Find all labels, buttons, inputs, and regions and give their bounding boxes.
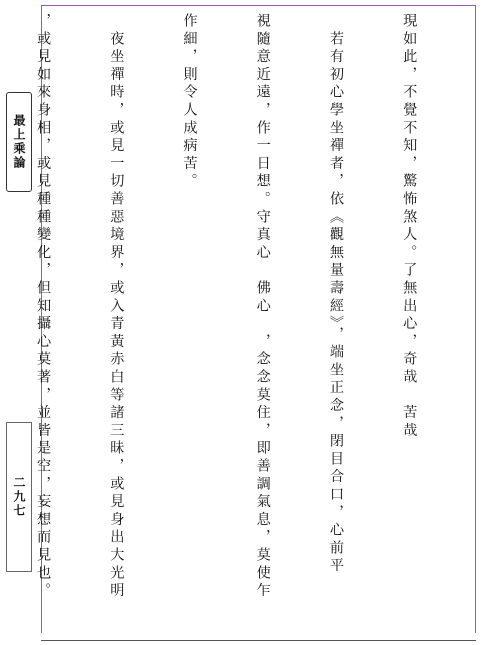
- side-title: 最上乘論: [12, 114, 26, 170]
- text-column: 現如此，不覺不知，驚怖煞人。了無出心，奇哉 苦哉: [401, 13, 418, 441]
- text-column: 視隨意近遠，作一日想。守真心 佛心 ，念念莫住，即善調氣息，莫使乍: [254, 13, 271, 601]
- text-column: ，或見如來身相，或見種種變化，但知攝心莫著，並皆是空，妄想而見也。: [35, 13, 52, 601]
- text-column: 夜坐禪時，或見一切善惡境界，或入青黃赤白等諸三昧，或見身出大光明: [108, 13, 125, 601]
- text-column: 作細，則令人成病苦。: [181, 13, 198, 191]
- text-column: 若有初心學坐禪者，依《觀無量壽經》，端坐正念，閉目合口，心前平: [327, 13, 344, 576]
- bottom-rule: [41, 640, 476, 641]
- vertical-text-body: [35, 13, 470, 629]
- page-number: 二九七: [12, 476, 26, 518]
